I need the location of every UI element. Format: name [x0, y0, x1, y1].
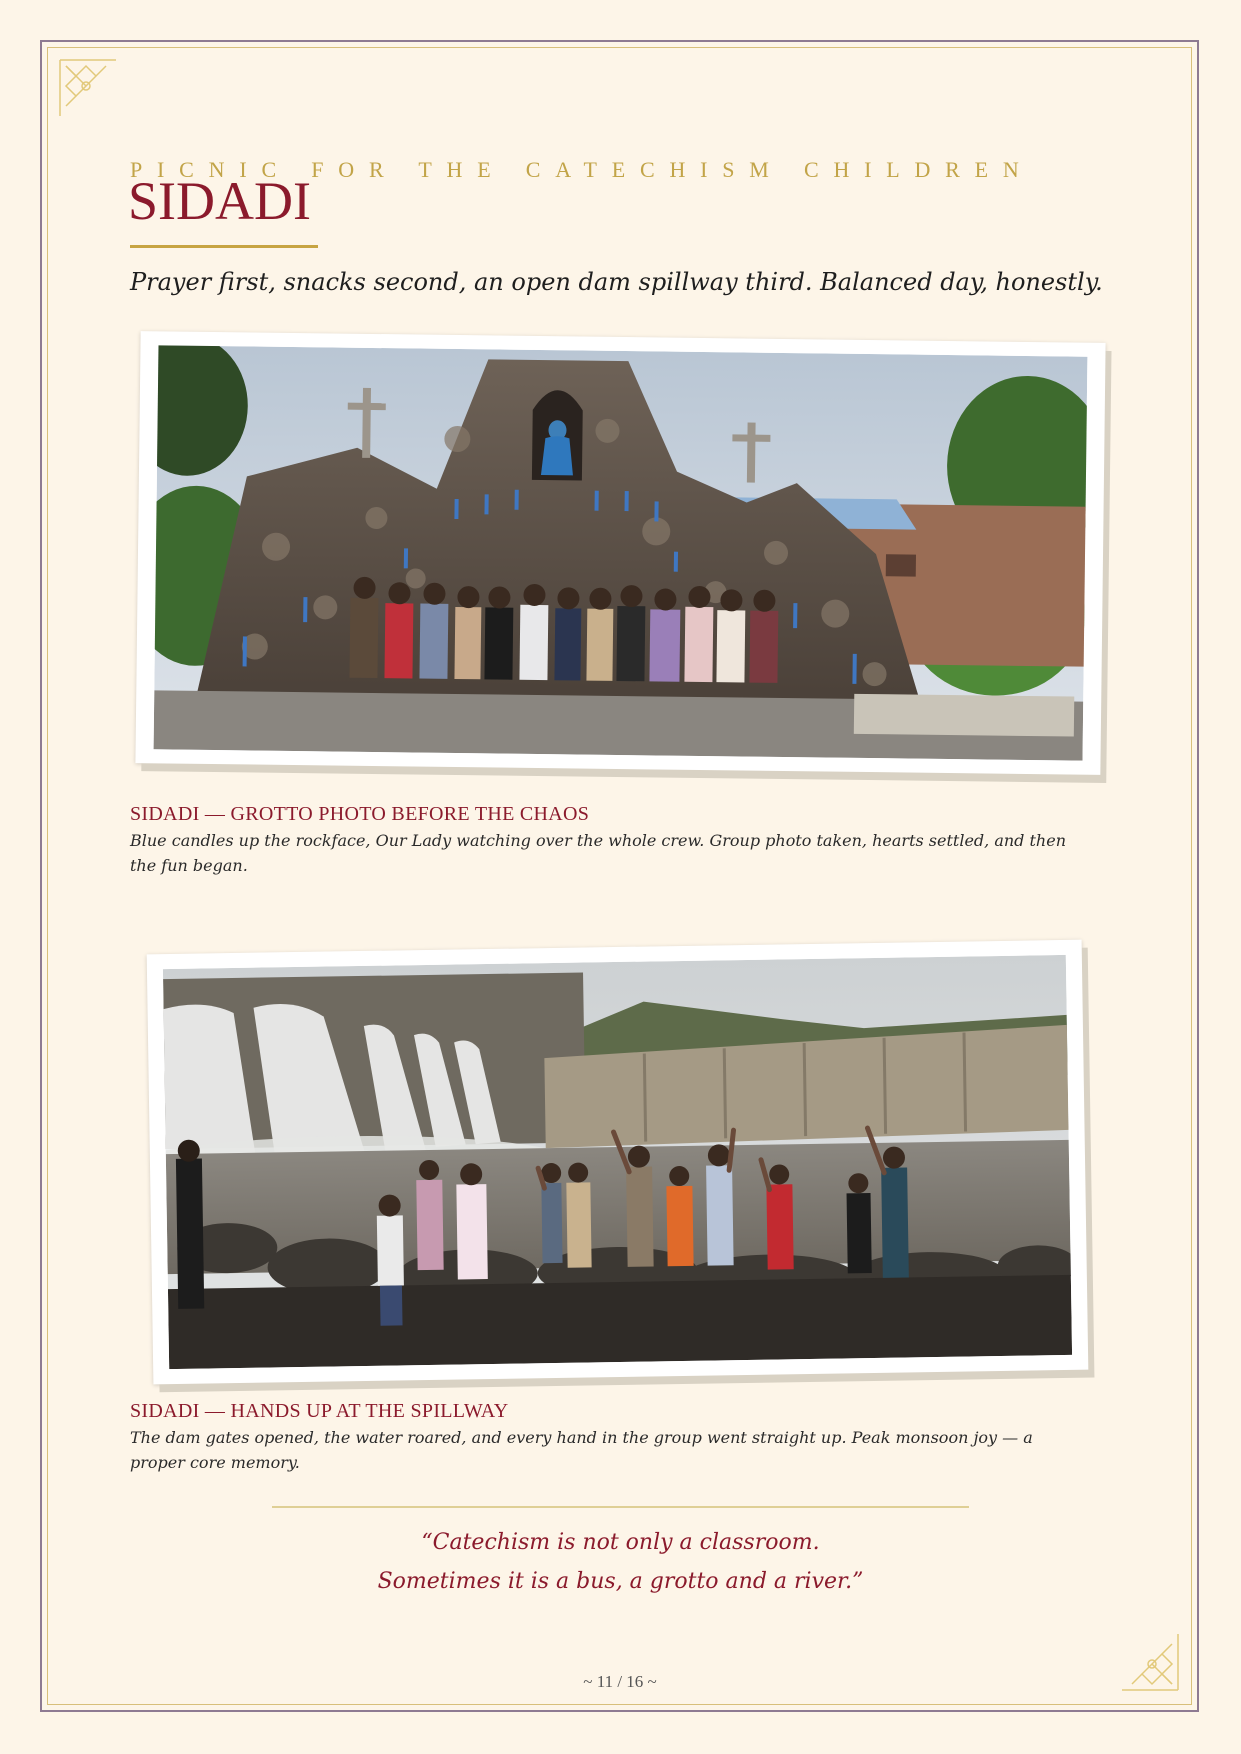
page-lede: Prayer first, snacks second, an open dam spillway third. Balanced day, honestly. [130, 268, 1103, 296]
grotto-group-photo [154, 345, 1088, 760]
photo-frame-spillway [147, 940, 1089, 1385]
spillway-group-photo [163, 955, 1072, 1369]
quote-divider [272, 1506, 969, 1508]
caption-title-grotto: SIDADI — GROTTO PHOTO BEFORE THE CHAOS [130, 803, 590, 825]
caption-body-grotto: Blue candles up the rockface, Our Lady watching over the whole crew. Group photo taken, hearts settled, and then the fun began. [130, 831, 1067, 875]
title-underline [130, 245, 318, 248]
closing-quote-line-1: “Catechism is not only a classroom. [421, 1530, 820, 1555]
caption-body-spillway: The dam gates opened, the water roared, and every hand in the group went straight up. Peak monsoon joy — a proper core memory. [130, 1428, 1033, 1472]
closing-quote-line-2: Sometimes it is a bus, a grotto and a river.” [377, 1569, 864, 1594]
page-kicker: PICNIC FOR THE CATECHISM CHILDREN [130, 157, 1034, 182]
corner-ornament-bottom-right [1112, 1624, 1182, 1694]
page-number: ~ 11 / 16 ~ [583, 1672, 657, 1691]
page-title: SIDADI [128, 171, 311, 231]
photo-frame-grotto [135, 331, 1105, 775]
corner-ornament-top-left [56, 56, 126, 126]
caption-title-spillway: SIDADI — HANDS UP AT THE SPILLWAY [130, 1400, 509, 1422]
